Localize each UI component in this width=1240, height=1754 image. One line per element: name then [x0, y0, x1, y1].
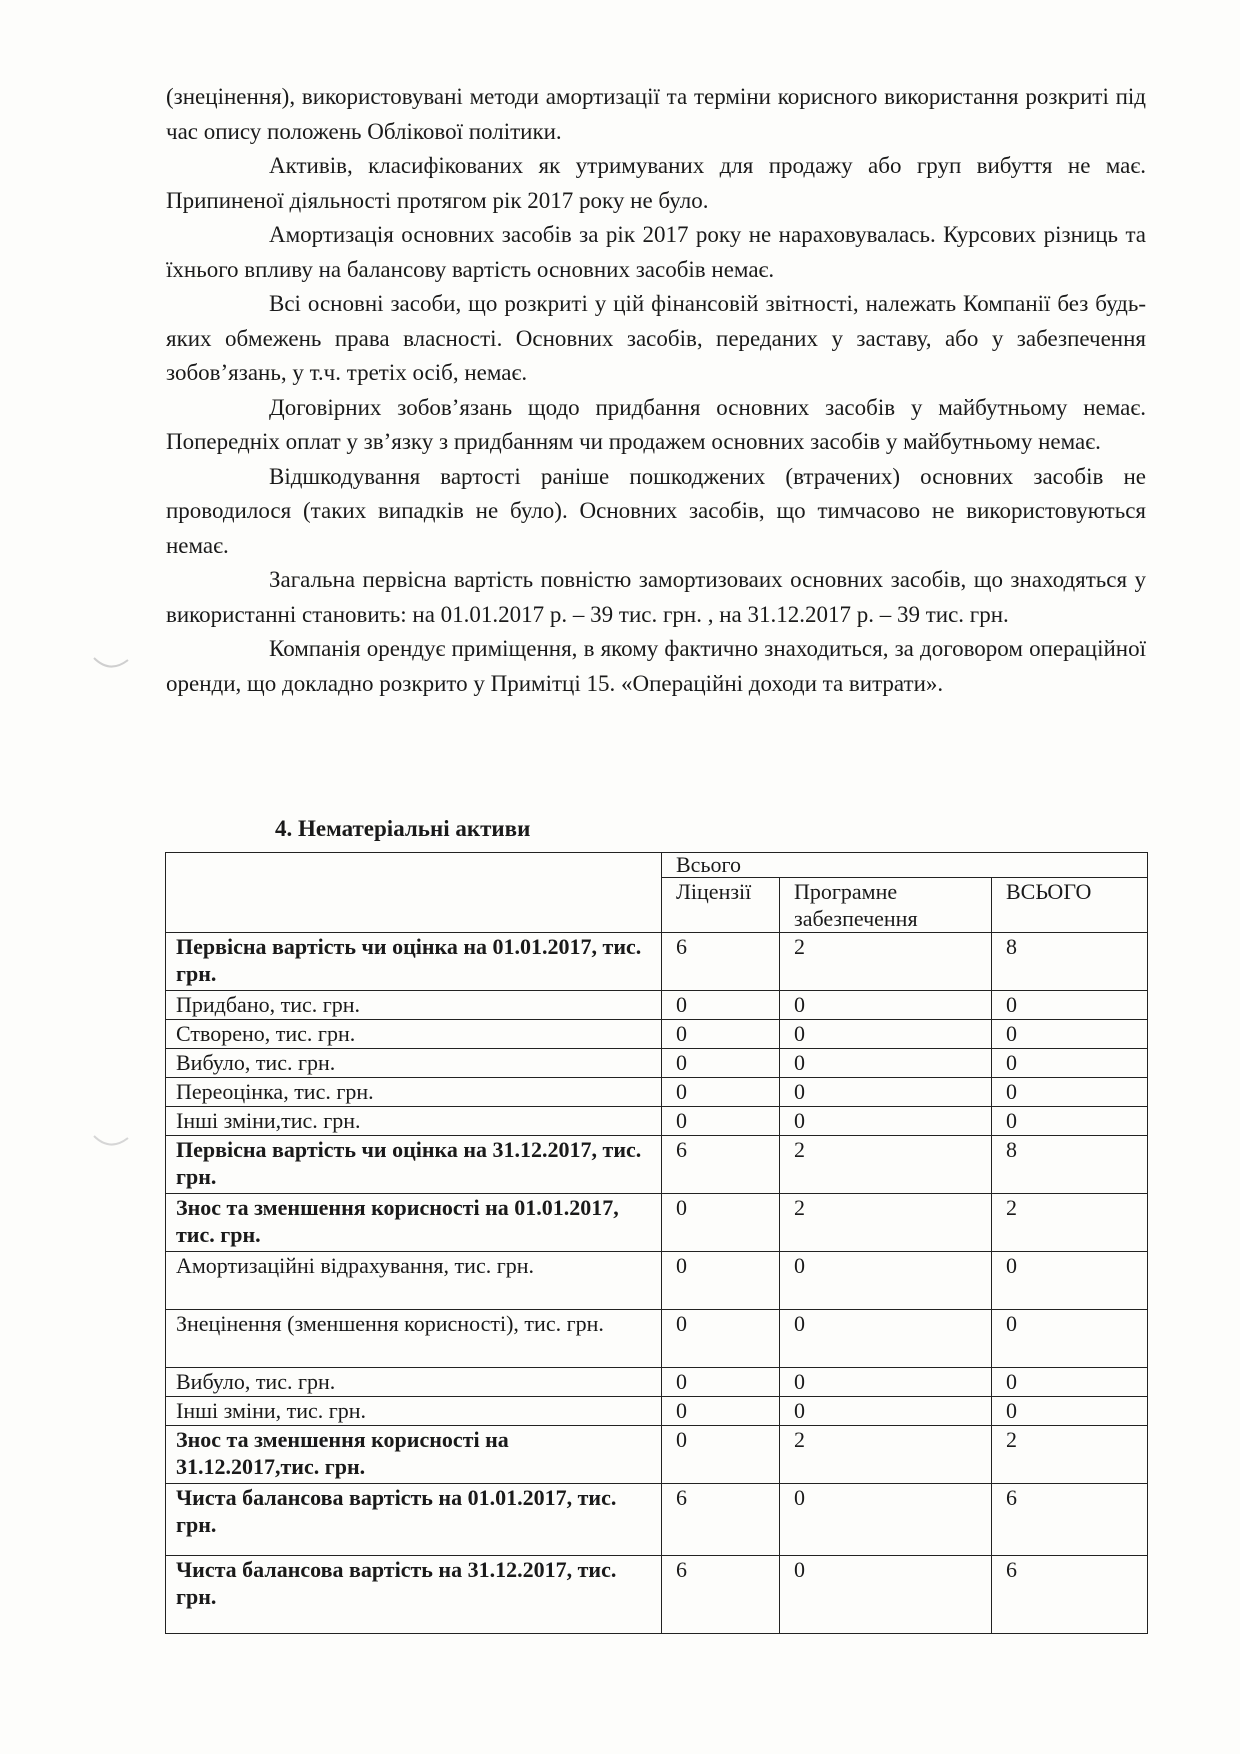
table-row: [166, 1078, 1148, 1107]
cell-total: 0: [992, 1397, 1148, 1426]
table-row: [166, 1252, 1148, 1310]
column-header-licenses: Ліцензії: [662, 878, 780, 933]
table-row: [166, 991, 1148, 1020]
table-row: [166, 1020, 1148, 1049]
row-label: Знос та зменшення корисності на 31.12.2017,тис. грн.: [166, 1426, 662, 1484]
cell-software: 2: [780, 1426, 992, 1484]
row-label: Чиста балансова вартість на 31.12.2017, тис. грн.: [166, 1556, 662, 1634]
table-group-header: Всього: [662, 853, 1148, 878]
cell-software: 2: [780, 1136, 992, 1194]
row-label: Придбано, тис. грн.: [166, 991, 662, 1020]
cell-total: 2: [992, 1194, 1148, 1252]
cell-licenses: 0: [662, 1397, 780, 1426]
paragraph-depreciation: Амортизація основних засобів за рік 2017 року не нараховувалась. Курсових різниць та їхнього впливу на балансову вартість основних засобів немає.: [166, 222, 1146, 282]
cell-software: 0: [780, 1049, 992, 1078]
cell-total: 0: [992, 1020, 1148, 1049]
table-row: [166, 1556, 1148, 1634]
cell-licenses: 6: [662, 1484, 780, 1556]
cell-licenses: 0: [662, 991, 780, 1020]
paragraph-assets-for-sale: Активів, класифікованих як утримуваних для продажу або груп вибуття не має. Припиненої діяльності протягом рік 2017 року не було.: [166, 153, 1146, 213]
row-label: Знос та зменшення корисності на 01.01.2017, тис. грн.: [166, 1194, 662, 1252]
row-label: Вибуло, тис. грн.: [166, 1049, 662, 1078]
cell-software: 0: [780, 1556, 992, 1634]
cell-licenses: 6: [662, 933, 780, 991]
cell-total: 0: [992, 1310, 1148, 1368]
cell-licenses: 0: [662, 1310, 780, 1368]
cell-software: 0: [780, 1078, 992, 1107]
paragraph-continuation: (знецінення), використовувані методи амортизації та терміни корисного використання розкриті під час опису положень Облікової політики.: [166, 84, 1146, 144]
row-label: Чиста балансова вартість на 01.01.2017, тис. грн.: [166, 1484, 662, 1556]
cell-licenses: 6: [662, 1556, 780, 1634]
table-row: [166, 1310, 1148, 1368]
cell-total: 0: [992, 1368, 1148, 1397]
row-label: Переоцінка, тис. грн.: [166, 1078, 662, 1107]
cell-software: 0: [780, 1252, 992, 1310]
paragraph-lease: Компанія орендує приміщення, в якому фактично знаходиться, за договором операційної оренди, що докладно розкрито у Примітці 15. «Операційні доходи та витрати».: [166, 636, 1146, 696]
section-title: 4. Нематеріальні активи: [275, 816, 531, 841]
cell-software: 0: [780, 1368, 992, 1397]
paragraph-contract-obligations: Договірних зобов’язань щодо придбання основних засобів у майбутньому немає. Попередніх оплат у зв’язку з придбанням чи продажем основних засобів у майбутньому немає.: [166, 394, 1146, 454]
row-label: Амортизаційні відрахування, тис. грн.: [166, 1252, 662, 1310]
cell-licenses: 0: [662, 1107, 780, 1136]
cell-software: 0: [780, 1484, 992, 1556]
paragraph-ownership: Всі основні засоби, що розкриті у цій фінансовій звітності, належать Компанії без будь-яких обмежень права власності. Основних засобів, переданих у заставу, або у забезпечення зобов’язань, у т.ч. третіх осіб, немає.: [166, 291, 1146, 385]
cell-total: 6: [992, 1484, 1148, 1556]
row-label: Створено, тис. грн.: [166, 1020, 662, 1049]
cell-software: 0: [780, 1397, 992, 1426]
table-row: [166, 933, 1148, 991]
column-header-total: ВСЬОГО: [992, 878, 1148, 933]
paragraph-compensation: Відшкодування вартості раніше пошкоджених (втрачених) основних засобів не проводилося (таких випадків не було). Основних засобів, що тимчасово не використовуються немає.: [166, 463, 1146, 558]
table-row: [166, 1368, 1148, 1397]
row-label: Знецінення (зменшення корисності), тис. грн.: [166, 1310, 662, 1368]
intangible-assets-table: [165, 852, 1148, 1634]
row-label: Вибуло, тис. грн.: [166, 1368, 662, 1397]
body-text: [166, 80, 1146, 701]
cell-licenses: 6: [662, 1136, 780, 1194]
cell-software: 0: [780, 1310, 992, 1368]
row-label: Первісна вартість чи оцінка на 31.12.2017, тис. грн.: [166, 1136, 662, 1194]
cell-total: 8: [992, 1136, 1148, 1194]
cell-total: 0: [992, 1049, 1148, 1078]
cell-licenses: 0: [662, 1049, 780, 1078]
table-row: [166, 1426, 1148, 1484]
table-row: [166, 1194, 1148, 1252]
cell-software: 2: [780, 933, 992, 991]
table-header-row-group: [166, 853, 1148, 878]
table-row: [166, 1484, 1148, 1556]
table-row: [166, 1107, 1148, 1136]
cell-software: 0: [780, 1020, 992, 1049]
cell-licenses: 0: [662, 1426, 780, 1484]
punch-hole-mark-upper: [92, 652, 132, 674]
row-label: Інші зміни,тис. грн.: [166, 1107, 662, 1136]
table-row: [166, 1397, 1148, 1426]
cell-total: 0: [992, 1252, 1148, 1310]
table-header-empty-cell: [166, 853, 662, 933]
cell-total: 2: [992, 1426, 1148, 1484]
cell-total: 0: [992, 1078, 1148, 1107]
cell-total: 0: [992, 1107, 1148, 1136]
cell-licenses: 0: [662, 1368, 780, 1397]
cell-total: 8: [992, 933, 1148, 991]
paragraph-fully-depreciated: Загальна первісна вартість повністю замортизоваих основних засобів, що знаходяться у використанні становить: на 01.01.2017 р. – 39 тис. грн. , на 31.12.2017 р. – 39 тис. грн.: [166, 567, 1146, 627]
cell-total: 0: [992, 991, 1148, 1020]
cell-licenses: 0: [662, 1020, 780, 1049]
cell-software: 2: [780, 1194, 992, 1252]
table-row: [166, 1049, 1148, 1078]
cell-licenses: 0: [662, 1078, 780, 1107]
cell-licenses: 0: [662, 1252, 780, 1310]
row-label: Первісна вартість чи оцінка на 01.01.2017, тис. грн.: [166, 933, 662, 991]
cell-licenses: 0: [662, 1194, 780, 1252]
table-row: [166, 1136, 1148, 1194]
punch-hole-mark-lower: [92, 1130, 132, 1152]
cell-software: 0: [780, 1107, 992, 1136]
column-header-software: Програмне забезпечення: [780, 878, 992, 933]
cell-total: 6: [992, 1556, 1148, 1634]
cell-software: 0: [780, 991, 992, 1020]
row-label: Інші зміни, тис. грн.: [166, 1397, 662, 1426]
